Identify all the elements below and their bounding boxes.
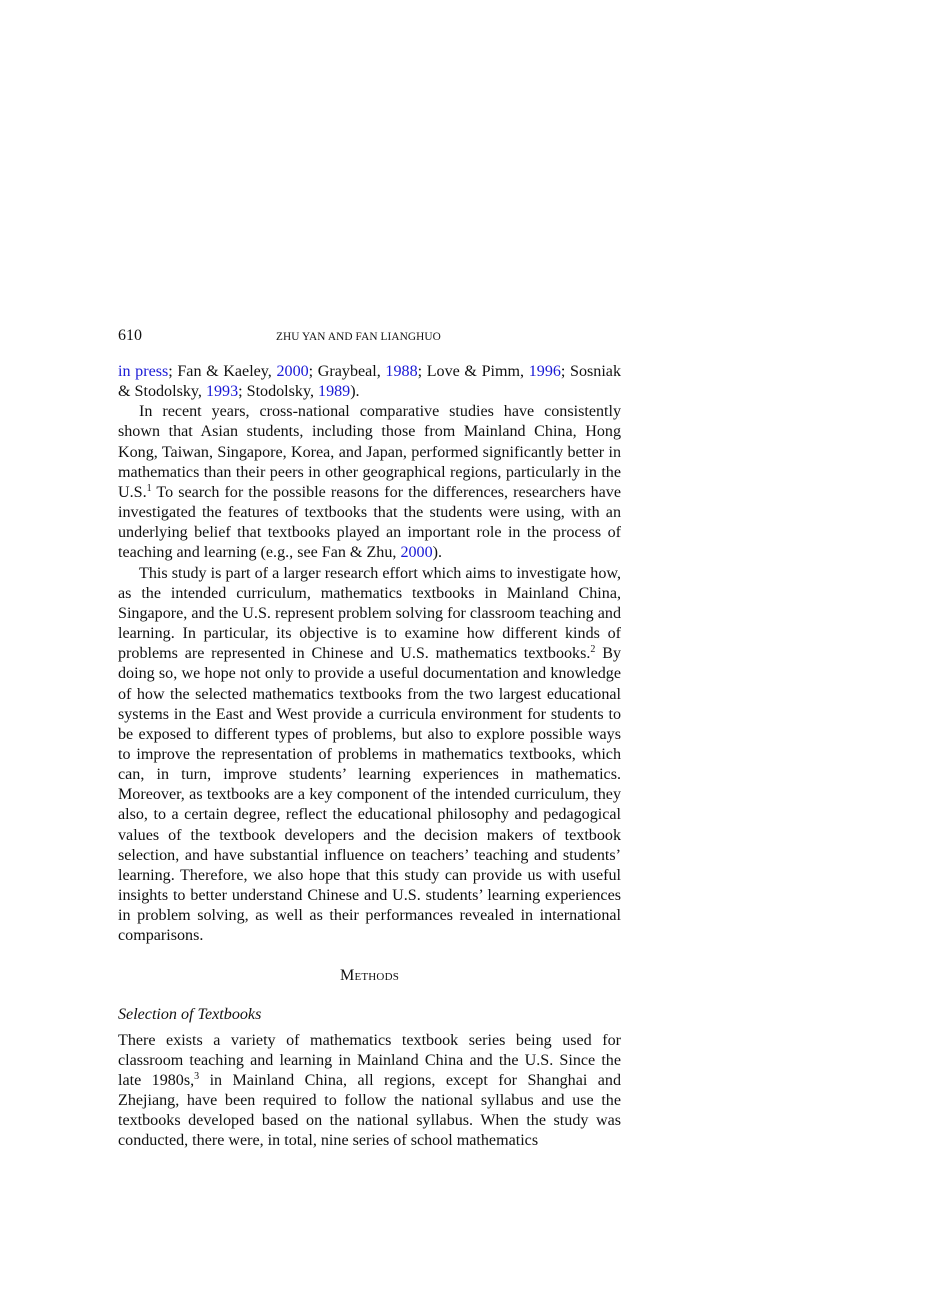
paragraph-cross-national [118, 402, 621, 563]
paragraph-text: ). [432, 544, 443, 562]
footnote-marker[interactable]: 1 [146, 482, 152, 494]
paragraph-text: ; Sosniak & Stodolsky, [118, 363, 621, 401]
page-number: 610 [118, 327, 142, 344]
paragraph-text: ; Graybeal, [308, 363, 386, 380]
running-head: ZHU YAN AND FAN LIANGHUO [276, 331, 441, 343]
paragraph-citations-continued [118, 362, 621, 402]
paragraph-textbook-series [118, 1031, 621, 1152]
body-text [118, 362, 621, 1151]
paragraph-text: By doing so, we hope not only to provide a useful documentation and knowledge of how the selected mathematics textbooks from the two largest educational systems in the East and West provide a curricula environment for students to be exposed to different types of problems, but also to explore possible ways to improve the representation of problems in mathematics textbooks, which can, in turn, improve students’ learning experiences in mathematics. Moreover, as textbooks are a key component of the intended curriculum, they also, to a certain degree, reflect the educational philosophy and pedagogical values of the textbook developers and the decision makers of textbook selection, and have substantial influence on teachers’ teaching and students’ learning. Therefore, we also hope that this study can provide us with useful insights to better understand Chinese and U.S. students’ learning experiences in problem solving, as well as their performances revealed in international comparisons. [118, 645, 622, 945]
citation-link[interactable]: in press [118, 363, 169, 380]
section-heading-methods: Methods [339, 966, 400, 984]
paragraph-text: ; Love & Pimm, [417, 363, 529, 380]
citation-link[interactable]: 2000 [276, 363, 309, 380]
subsection-heading-selection: Selection of Textbooks [118, 1005, 262, 1023]
citation-link[interactable]: 1989 [318, 383, 351, 401]
citation-link[interactable]: 1993 [205, 383, 239, 401]
paragraph-study-aims [118, 564, 621, 947]
footnote-marker[interactable]: 2 [590, 644, 596, 656]
paragraph-text: To search for the possible reasons for the differences, researchers have investigated the features of textbooks that the students were using, with an underlying belief that textbooks played an important role in the process of teaching and learning (e.g., see Fan & Zhu, [118, 483, 621, 562]
paragraph-text: In recent years, cross-national comparative studies have consistently shown that Asian students, including those from Mainland China, Hong Kong, Taiwan, Singapore, Korea, and Japan, performed significantly better in mathematics than their peers in other geographical regions, particularly in the U.S. [118, 403, 621, 501]
footnote-marker[interactable]: 3 [194, 1070, 200, 1082]
page-header [118, 326, 621, 348]
paragraph-text: There exists a variety of mathematics textbook series being used for classroom teaching and learning in Mainland China and the U.S. Since the late 1980s, [118, 1031, 621, 1089]
paragraph-text: This study is part of a larger research effort which aims to investigate how, as the intended curriculum, mathematics textbooks in Mainland China, Singapore, and the U.S. represent problem solving for classroom teaching and learning. In particular, its objective is to examine how different kinds of problems are represented in Chinese and U.S. mathematics textbooks. [118, 564, 621, 663]
paragraph-text: ; Stodolsky, [238, 383, 319, 401]
citation-link[interactable]: 2000 [400, 544, 433, 562]
paragraph-text: ; Fan & Kaeley, [168, 363, 277, 380]
paragraph-text: in Mainland China, all regions, except for Shanghai and Zhejiang, have been required to follow the national syllabus and use the textbooks developed based on the national syllabus. When the study was conducted, there were, in total, nine series of school mathematics [118, 1071, 621, 1150]
paragraph-text: ). [350, 383, 360, 401]
citation-link[interactable]: 1996 [528, 363, 561, 380]
citation-link[interactable]: 1988 [385, 363, 418, 380]
